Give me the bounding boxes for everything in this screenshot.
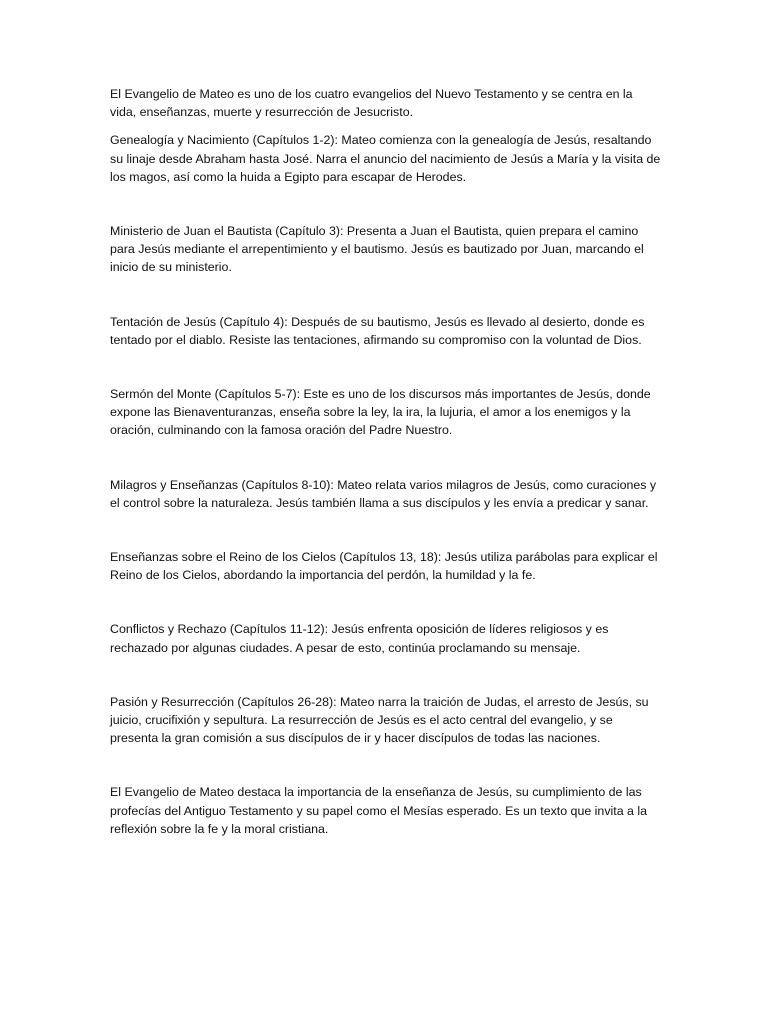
document-body: [110, 85, 662, 838]
paragraph-sermon-monte: Sermón del Monte (Capítulos 5-7): Este es uno de los discursos más importantes de Jesús, donde expone las Bienaventuranzas, enseña sobre la ley, la ira, la lujuria, el amor a los enemigos y la oración, culminando con la famosa oración del Padre Nuestro.: [110, 387, 651, 438]
paragraph-conflictos: Conflictos y Rechazo (Capítulos 11-12): Jesús enfrenta oposición de líderes religiosos y es rechazado por algunas ciudades. A pesar de esto, continúa proclamando su mensaje.: [110, 622, 609, 655]
paragraph-reino-cielos: Enseñanzas sobre el Reino de los Cielos (Capítulos 13, 18): Jesús utiliza parábolas para explicar el Reino de los Cielos, abordando la importancia del perdón, la humildad y la fe.: [110, 550, 658, 583]
paragraph-genealogia: Genealogía y Nacimiento (Capítulos 1-2): Mateo comienza con la genealogía de Jesús, resaltando su linaje desde Abraham hasta José. Narra el anuncio del nacimiento de Jesús a María y la visita de los magos, así como la huida a Egipto para escapar de Herodes.: [110, 133, 661, 184]
paragraph-pasion: Pasión y Resurrección (Capítulos 26-28): Mateo narra la traición de Judas, el arresto de Jesús, su juicio, crucifixión y sepultura. La resurrección de Jesús es el acto central del evangelio, y se presenta la gran comisión a sus discípulos de ir y hacer discípulos de todas las naciones.: [110, 694, 649, 746]
paragraph-tentacion: Tentación de Jesús (Capítulo 4): Después de su bautismo, Jesús es llevado al desierto, donde es tentado por el diablo. Resiste las tentaciones, afirmando su compromiso con la voluntad de Dios.: [110, 314, 645, 347]
paragraph-juan-bautista: Ministerio de Juan el Bautista (Capítulo 3): Presenta a Juan el Bautista, quien prepara el camino para Jesús mediante el arrepentimiento y el bautismo. Jesús es bautizado por Juan, marcando el inicio de su ministerio.: [110, 224, 644, 275]
paragraph-conclusion: El Evangelio de Mateo destaca la importancia de la enseñanza de Jesús, su cumplimiento de las profecías del Antiguo Testamento y su papel como el Mesías esperado. Es un texto que invita a la reflexión sobre la fe y la moral cristiana.: [110, 785, 648, 836]
paragraph-milagros: Milagros y Enseñanzas (Capítulos 8-10): Mateo relata varios milagros de Jesús, como curaciones y el control sobre la naturaleza. Jesús también llama a sus discípulos y les envía a predicar y sanar.: [110, 477, 657, 510]
paragraph-intro: El Evangelio de Mateo es uno de los cuatro evangelios del Nuevo Testamento y se centra en la vida, enseñanzas, muerte y resurrección de Jesucristo.: [110, 87, 633, 120]
